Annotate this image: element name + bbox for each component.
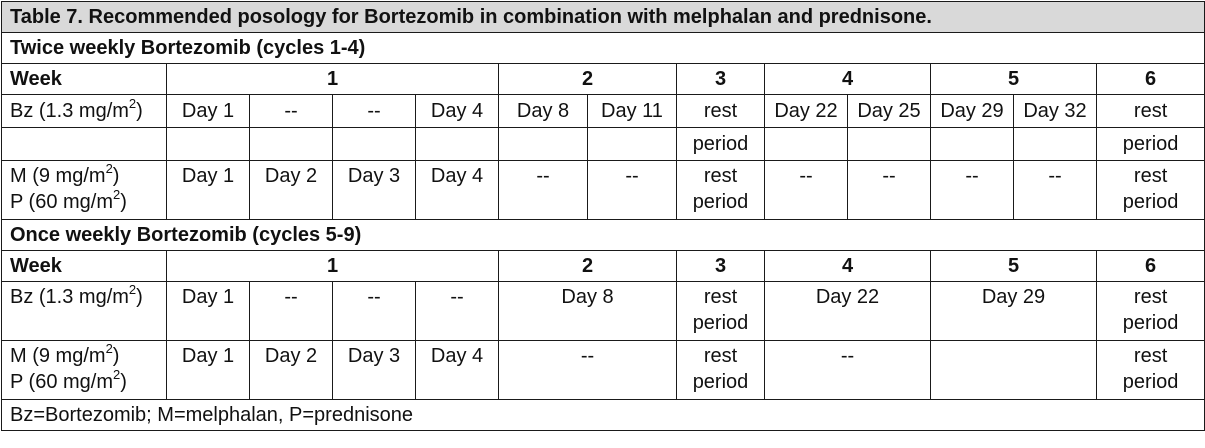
week-header: 1 <box>167 64 499 95</box>
week-header: 3 <box>677 251 765 282</box>
table-cell <box>765 128 848 161</box>
table-cell: -- <box>588 161 677 220</box>
table-cell: Day 32 <box>1014 95 1097 128</box>
table-cell <box>1014 128 1097 161</box>
table-cell: -- <box>416 282 499 341</box>
table-cell <box>2 128 167 161</box>
table-cell: Day 29 <box>931 282 1097 341</box>
table-cell: Day 8 <box>499 282 677 341</box>
table-cell: Day 3 <box>333 341 416 400</box>
row-label-bz: Bz (1.3 $mg/m^2$) <box>2 282 167 341</box>
table-cell <box>333 128 416 161</box>
table-cell <box>931 128 1014 161</box>
week-header: 5 <box>931 251 1097 282</box>
table-cell: -- <box>333 95 416 128</box>
table-cell: rest period <box>677 161 765 220</box>
table-cell: -- <box>499 161 588 220</box>
table-caption: Table 7. Recommended posology for Bortezomib in combination with melphalan and prednisone. <box>2 2 1205 33</box>
table-cell: Day 1 <box>167 161 250 220</box>
week-header: 4 <box>765 64 931 95</box>
table-cell: rest period <box>677 341 765 400</box>
table-cell: rest period <box>1097 282 1205 341</box>
table-cell: Day 3 <box>333 161 416 220</box>
table-cell: -- <box>250 95 333 128</box>
week-header: 3 <box>677 64 765 95</box>
table-cell <box>931 341 1097 400</box>
table-cell: rest <box>1097 95 1205 128</box>
table-cell <box>848 128 931 161</box>
table-cell: Day 2 <box>250 161 333 220</box>
table-cell: Day 1 <box>167 341 250 400</box>
table-cell: Day 29 <box>931 95 1014 128</box>
table-cell: -- <box>931 161 1014 220</box>
row-label-bz: Bz (1.3 $mg/m^2$) <box>2 95 167 128</box>
table-cell <box>167 128 250 161</box>
table-cell: Day 8 <box>499 95 588 128</box>
week-header: 2 <box>499 251 677 282</box>
week-header: 6 <box>1097 64 1205 95</box>
table-cell: -- <box>765 341 931 400</box>
table-cell: period <box>1097 128 1205 161</box>
section-heading-once-weekly: Once weekly Bortezomib (cycles 5-9) <box>2 220 1205 251</box>
table-cell: rest period <box>1097 161 1205 220</box>
week-header: 2 <box>499 64 677 95</box>
table-cell: -- <box>333 282 416 341</box>
table-cell: Day 1 <box>167 95 250 128</box>
week-label: Week <box>2 64 167 95</box>
table-cell: Day 2 <box>250 341 333 400</box>
table-cell: period <box>677 128 765 161</box>
table-cell: rest <box>677 95 765 128</box>
table-cell: rest period <box>1097 341 1205 400</box>
week-label: Week <box>2 251 167 282</box>
table-cell: -- <box>1014 161 1097 220</box>
table-cell <box>250 128 333 161</box>
table-cell: Day 22 <box>765 95 848 128</box>
posology-table <box>1 1 1205 431</box>
table-cell: Day 4 <box>416 161 499 220</box>
table-cell: -- <box>250 282 333 341</box>
week-header: 6 <box>1097 251 1205 282</box>
table-cell: rest period <box>677 282 765 341</box>
week-header: 5 <box>931 64 1097 95</box>
table-footnote: Bz=Bortezomib; M=melphalan, P=prednisone <box>2 400 1205 431</box>
row-label-m-p: M (9 $mg/m^2$) P (60 $mg/m^2$) <box>2 161 167 220</box>
table-cell: Day 4 <box>416 95 499 128</box>
table-cell: Day 1 <box>167 282 250 341</box>
week-header: 4 <box>765 251 931 282</box>
week-header: 1 <box>167 251 499 282</box>
table-cell: Day 4 <box>416 341 499 400</box>
table-cell <box>416 128 499 161</box>
table-cell: Day 25 <box>848 95 931 128</box>
table-cell: -- <box>499 341 677 400</box>
table-cell: -- <box>765 161 848 220</box>
section-heading-twice-weekly: Twice weekly Bortezomib (cycles 1-4) <box>2 33 1205 64</box>
table-cell: -- <box>848 161 931 220</box>
table-cell <box>588 128 677 161</box>
table-cell <box>499 128 588 161</box>
row-label-m-p: M (9 $mg/m^2$) P (60 $mg/m^2$) <box>2 341 167 400</box>
table-cell: Day 11 <box>588 95 677 128</box>
table-cell: Day 22 <box>765 282 931 341</box>
